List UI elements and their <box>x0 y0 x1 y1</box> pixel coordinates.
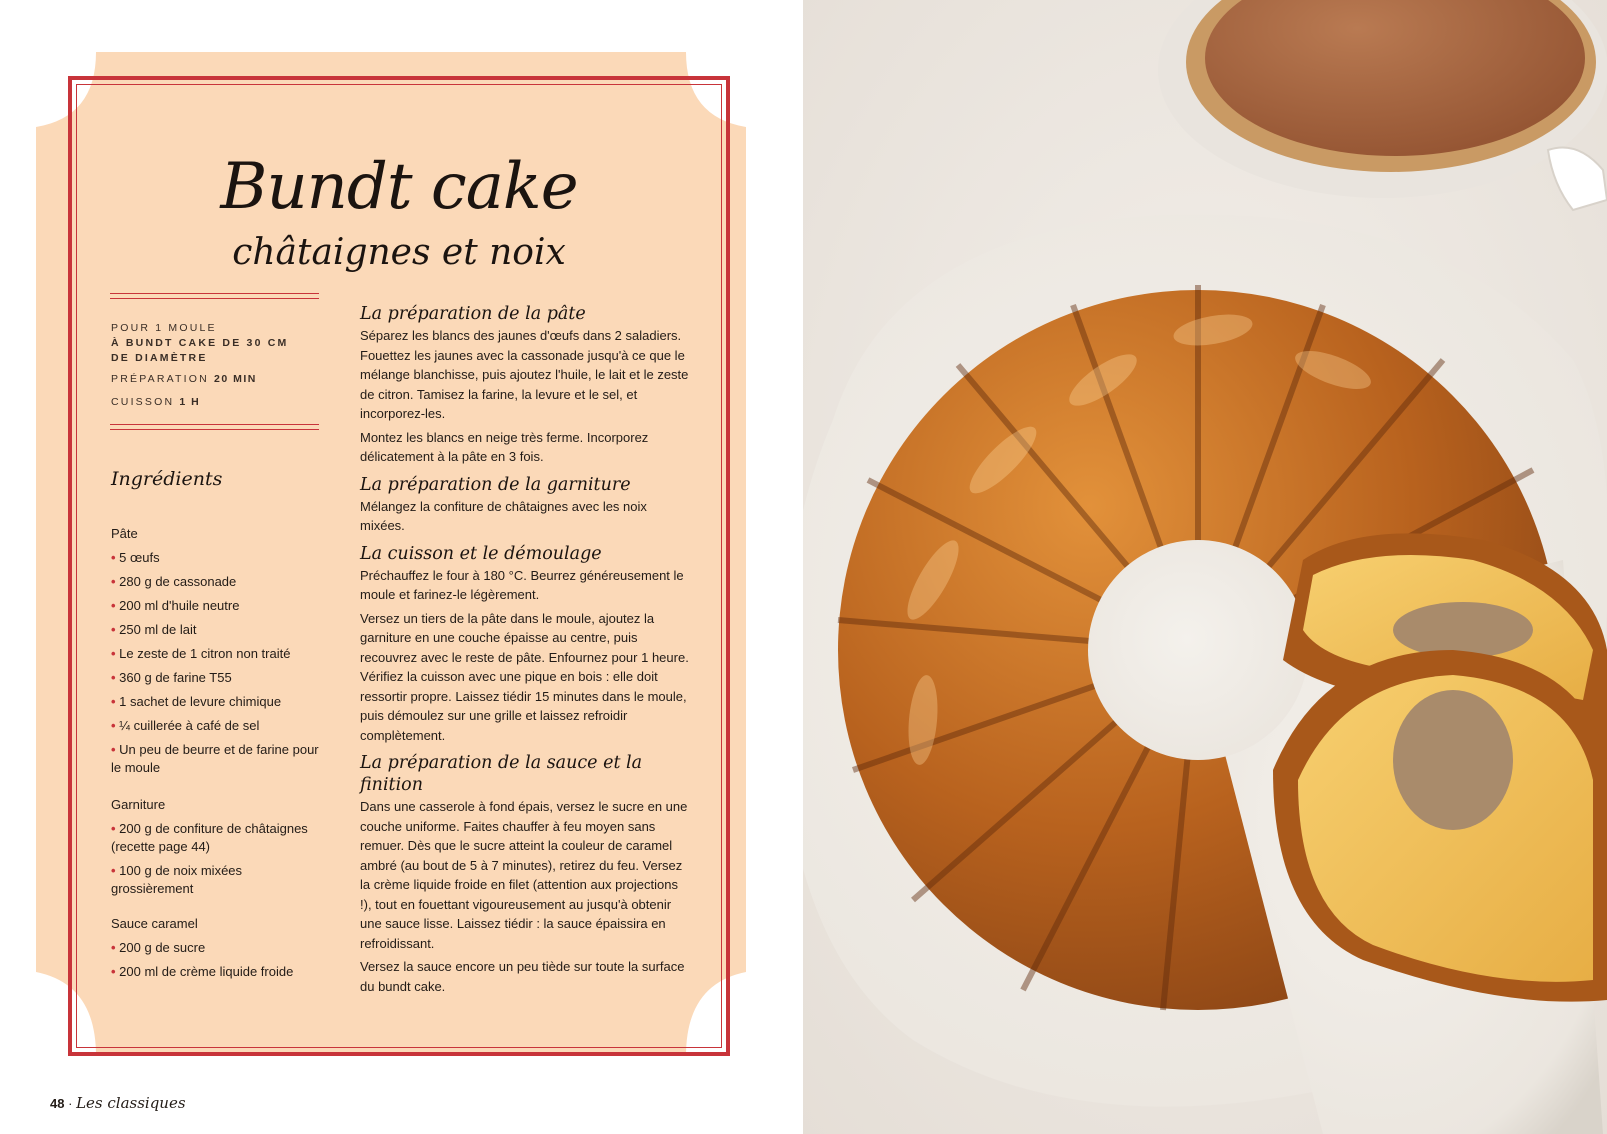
ingredient-group-pate <box>111 525 326 783</box>
ingredient-group-garniture <box>111 796 326 904</box>
page-number: 48 <box>50 1096 65 1111</box>
step-pate <box>360 303 690 467</box>
recipe-steps <box>360 303 690 1003</box>
ingredient-item: • 360 g de farine T55 <box>111 670 232 685</box>
section-name: Les classiques <box>76 1094 186 1112</box>
prep-time-value: 20 MIN <box>214 373 257 385</box>
ingredient-group-name: Sauce caramel <box>111 916 198 931</box>
ingredient-item: • 200 ml d'huile neutre <box>111 598 240 613</box>
step-cuisson <box>360 543 690 746</box>
ingredient-item: • 100 g de noix mixées grossièrement <box>111 863 243 896</box>
cook-time <box>111 395 321 410</box>
ingredient-item: • Un peu de beurre et de farine pour le moule <box>111 742 319 775</box>
ingredient-item: • 200 ml de crème liquide froide <box>111 964 294 979</box>
ingredient-item: • 280 g de cassonade <box>111 574 237 589</box>
step-paragraph: Versez un tiers de la pâte dans le moule, ajoutez la garniture en une couche épaisse au centre, puis recouvrez avec le reste de pâte. Enfournez pour 1 heure. Vérifiez la cuisson avec une pique en bois : elle doit ressortir propre. Laissez tiédir 15 minutes dans le moule, puis démoulez sur une grille et laissez refroidir complètement. <box>360 610 689 743</box>
prep-time <box>111 372 321 387</box>
step-title: La préparation de la pâte <box>360 304 586 324</box>
photo-page <box>803 0 1607 1134</box>
ingredient-item: • 5 œufs <box>111 550 160 565</box>
ingredient-item: • 250 ml de lait <box>111 622 197 637</box>
ingredient-item: • Le zeste de 1 citron non traité <box>111 646 291 661</box>
ingredient-group-name: Garniture <box>111 797 166 812</box>
step-title: La préparation de la garniture <box>360 474 631 495</box>
yield-line-1: POUR 1 MOULE <box>111 322 217 334</box>
ingredients-heading: Ingrédients <box>111 468 223 490</box>
step-paragraph: Séparez les blancs des jaunes d'œufs dans 2 saladiers. Fouettez les jaunes avec la cassonade jusqu'à ce que le mélange blanchisse, puis ajoutez l'huile, le lait et le zeste de citron. Tamisez la farine, la levure et le sel, et incorporez-les. <box>360 328 689 421</box>
step-paragraph: Versez la sauce encore un peu tiède sur toute la surface du bundt cake. <box>360 959 685 994</box>
ingredient-item: • 200 g de confiture de châtaignes (recette page 44) <box>111 821 308 854</box>
step-paragraph: Dans une casserole à fond épais, versez le sucre en une couche uniforme. Faites chauffer à feu moyen sans remuer. Dès que le sucre atteint la couleur de caramel ambré (au bout de 5 à 7 minutes), retirez du feu. Versez la crème liquide froide en filet (attention aux projections !), tout en fouettant vigoureusement au jusqu'à obtenir une sauce lisse. Laissez tiédir : la sauce épaissira en refroidissant. <box>360 799 688 951</box>
bundt-cake-photo <box>803 0 1607 1134</box>
yield-line-2: À BUNDT CAKE DE 30 CM <box>111 337 289 349</box>
recipe-title: Bundt cake <box>220 150 578 224</box>
ingredient-item: • ¼ cuillerée à café de sel <box>111 718 260 733</box>
yield-line-3: DE DIAMÈTRE <box>111 352 208 364</box>
yield-info <box>111 321 321 366</box>
step-garniture <box>360 474 690 536</box>
cake-slices <box>1273 533 1607 1001</box>
ingredient-item: • 1 sachet de levure chimique <box>111 694 282 709</box>
page-footer <box>50 1094 186 1112</box>
ingredient-list <box>111 939 326 981</box>
ingredient-item: • 200 g de sucre <box>111 940 206 955</box>
step-sauce <box>360 752 690 996</box>
recipe-subtitle: châtaignes et noix <box>232 232 566 273</box>
divider-bottom <box>110 424 319 430</box>
ingredient-list <box>111 549 326 777</box>
recipe-page <box>0 0 803 1134</box>
prep-time-label: PRÉPARATION <box>111 373 209 385</box>
ingredient-list <box>111 820 326 898</box>
cook-time-value: 1 H <box>179 396 201 408</box>
ingredient-group-sauce <box>111 915 326 987</box>
step-paragraph: Préchauffez le four à 180 °C. Beurrez généreusement le moule et farinez-le légèrement. <box>360 567 684 602</box>
cook-time-label: CUISSON <box>111 396 175 408</box>
ingredient-group-name: Pâte <box>111 526 138 541</box>
step-paragraph: Mélangez la confiture de châtaignes avec les noix mixées. <box>360 498 647 533</box>
step-title: La cuisson et le démoulage <box>360 543 602 564</box>
divider-top <box>110 293 319 299</box>
step-title: La préparation de la sauce et la finition <box>360 753 643 795</box>
step-paragraph: Montez les blancs en neige très ferme. Incorporez délicatement à la pâte en 3 fois. <box>360 429 649 464</box>
footer-separator: · <box>68 1096 73 1111</box>
